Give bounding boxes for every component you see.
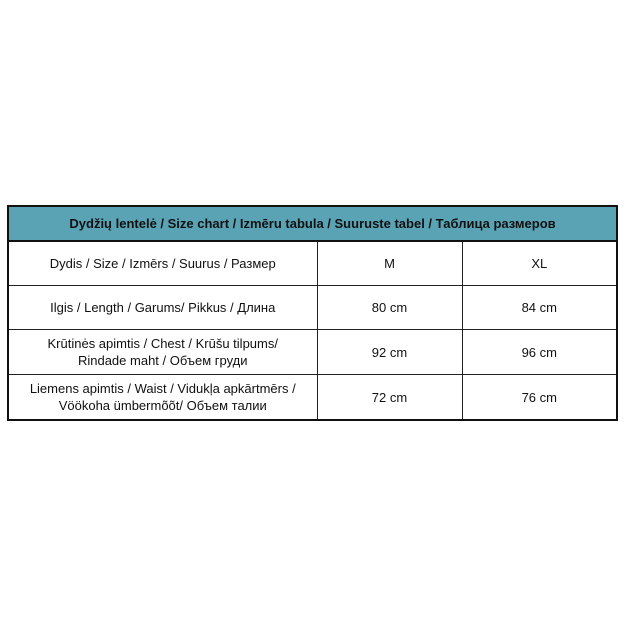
table-row-waist [8,375,617,421]
table-row-chest [8,330,617,375]
size-chart-table [7,205,618,421]
row-label-line: Liemens apimtis / Waist / Vidukļa apkārtmērs / [29,381,296,396]
row-label-chest [8,330,317,375]
size-row [8,241,617,286]
cell-chest-m: 92 cm [317,330,462,375]
table-title: Dydžių lentelė / Size chart / Izmēru tabula / Suuruste tabel / Таблица размеров [8,206,617,241]
cell-length-m: 80 cm [317,286,462,330]
row-label-waist [8,375,317,421]
table-header-row [8,206,617,241]
cell-waist-m: 72 cm [317,375,462,421]
size-row-label: Dydis / Size / Izmērs / Suurus / Размер [8,241,317,286]
size-m-header: M [317,241,462,286]
row-label-line: Ilgis / Length / Garums/ Pikkus / Длина [50,300,276,315]
row-label-line: Rindade maht / Объем груди [77,353,248,368]
size-xl-header: XL [462,241,617,286]
cell-length-xl: 84 cm [462,286,617,330]
table-row-length [8,286,617,330]
row-label-line: Vöökoha ümbermõõt/ Объем талии [58,398,267,413]
row-label-line: Krūtinės apimtis / Chest / Krūšu tilpums/ [47,336,278,351]
cell-waist-xl: 76 cm [462,375,617,421]
cell-chest-xl: 96 cm [462,330,617,375]
row-label-length [8,286,317,330]
